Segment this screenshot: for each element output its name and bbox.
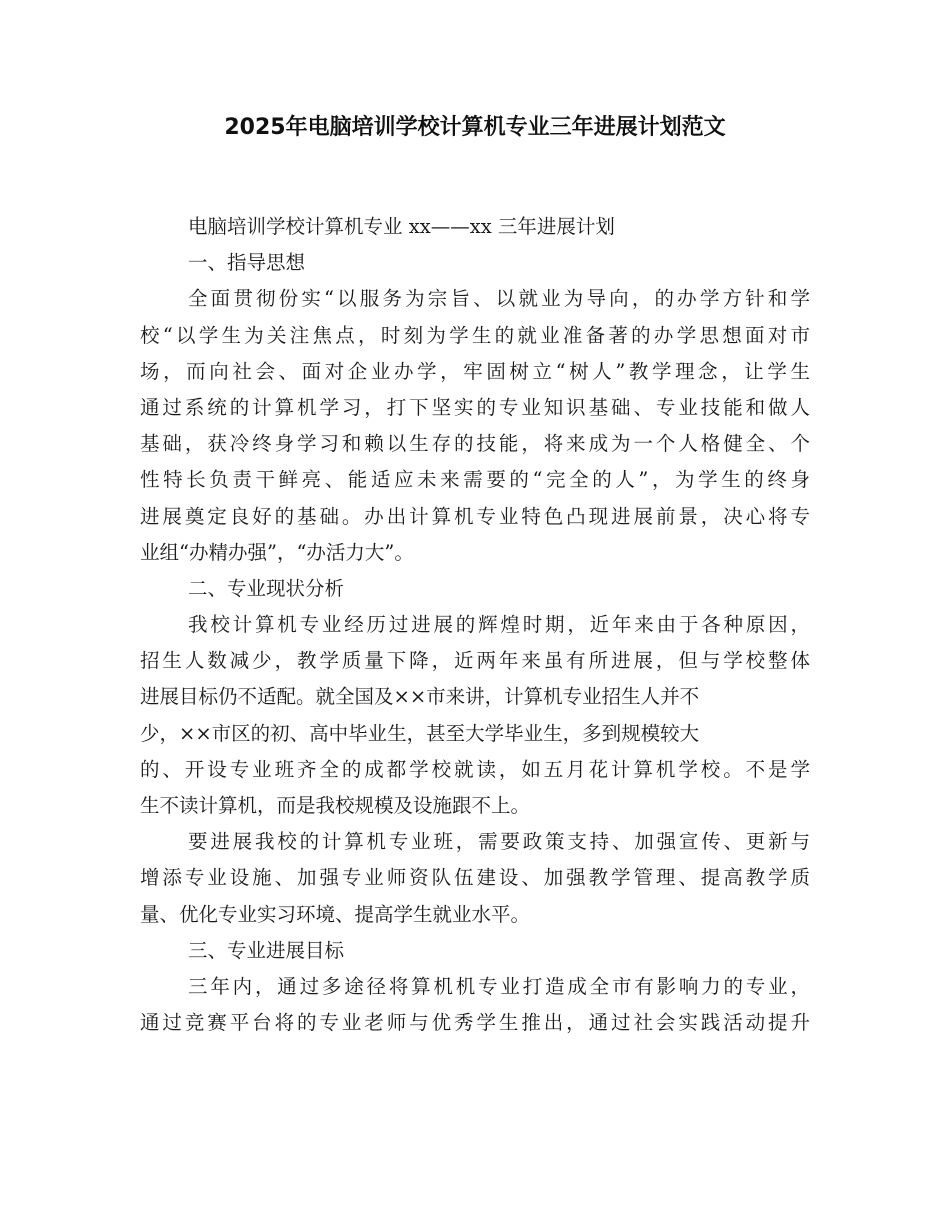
paragraph-line: 招生人数减少，教学质量下降，近两年来虽有所进展，但与学校整体 <box>140 649 810 673</box>
paragraph-line: 进展奠定良好的基础。办出计算机专业特色凸现进展前景，决心将专 <box>140 504 810 528</box>
paragraph-line: 业组“办精办强”，“办活力大”。 <box>140 540 414 564</box>
paragraph-line: 电脑培训学校计算机专业 xx——xx 三年进展计划 <box>188 215 615 238</box>
paragraph-line: 一、指导思想 <box>188 251 306 275</box>
paragraph-line: 生不读计算机，而是我校规模及设施跟不上。 <box>140 794 531 817</box>
paragraph-line: 少，××市区的初、高中毕业生，甚至大学毕业生，多到规模较大 <box>140 721 700 745</box>
paragraph-line: 要进展我校的计算机专业班，需要政策支持、加强宣传、更新与 <box>188 830 810 854</box>
paragraph-line: 通过竞赛平台将的专业老师与优秀学生推出，通过社会实践活动提升 <box>140 1011 810 1035</box>
document-body <box>140 209 810 1041</box>
paragraph-line: 二、专业现状分析 <box>188 576 345 600</box>
paragraph-line: 场，而向社会、面对企业办学，牢固树立“树人”教学理念，让学生 <box>140 359 810 383</box>
paragraph-line: 校“以学生为关注焦点，时刻为学生的就业准备著的办学思想面对市 <box>140 323 810 347</box>
paragraph-line: 进展目标仍不适配。就全国及××市来讲，计算机专业招生人并不 <box>140 685 700 709</box>
paragraph-line: 的、开设专业班齐全的成都学校就读，如五月花计算机学校。不是学 <box>140 757 810 781</box>
paragraph-line: 增添专业设施、加强专业师资队伍建设、加强教学管理、提高教学质 <box>140 866 810 890</box>
paragraph-line: 我校计算机专业经历过进展的辉煌时期，近年来由于各种原因， <box>188 613 810 637</box>
paragraph-line: 三、专业进展目标 <box>188 938 345 962</box>
paragraph-line: 全面贯彻份实“以服务为宗旨、以就业为导向，的办学方针和学 <box>188 287 810 311</box>
paragraph-line: 量、优化专业实习环境、提高学生就业水平。 <box>140 902 531 926</box>
paragraph-line: 三年内，通过多途径将算机机专业打造成全市有影响力的专业， <box>188 974 810 998</box>
paragraph-line: 性特长负责干鲜亮、能适应未来需要的“完全的人”，为学生的终身 <box>140 468 810 492</box>
paragraph-line: 基础，获冷终身学习和赖以生存的技能，将来成为一个人格健全、个 <box>140 432 810 456</box>
document-title: 2025年电脑培训学校计算机专业三年进展计划范文 <box>224 115 726 140</box>
paragraph-line: 通过系统的计算机学习，打下坚实的专业知识基础、专业技能和做人 <box>140 395 810 419</box>
